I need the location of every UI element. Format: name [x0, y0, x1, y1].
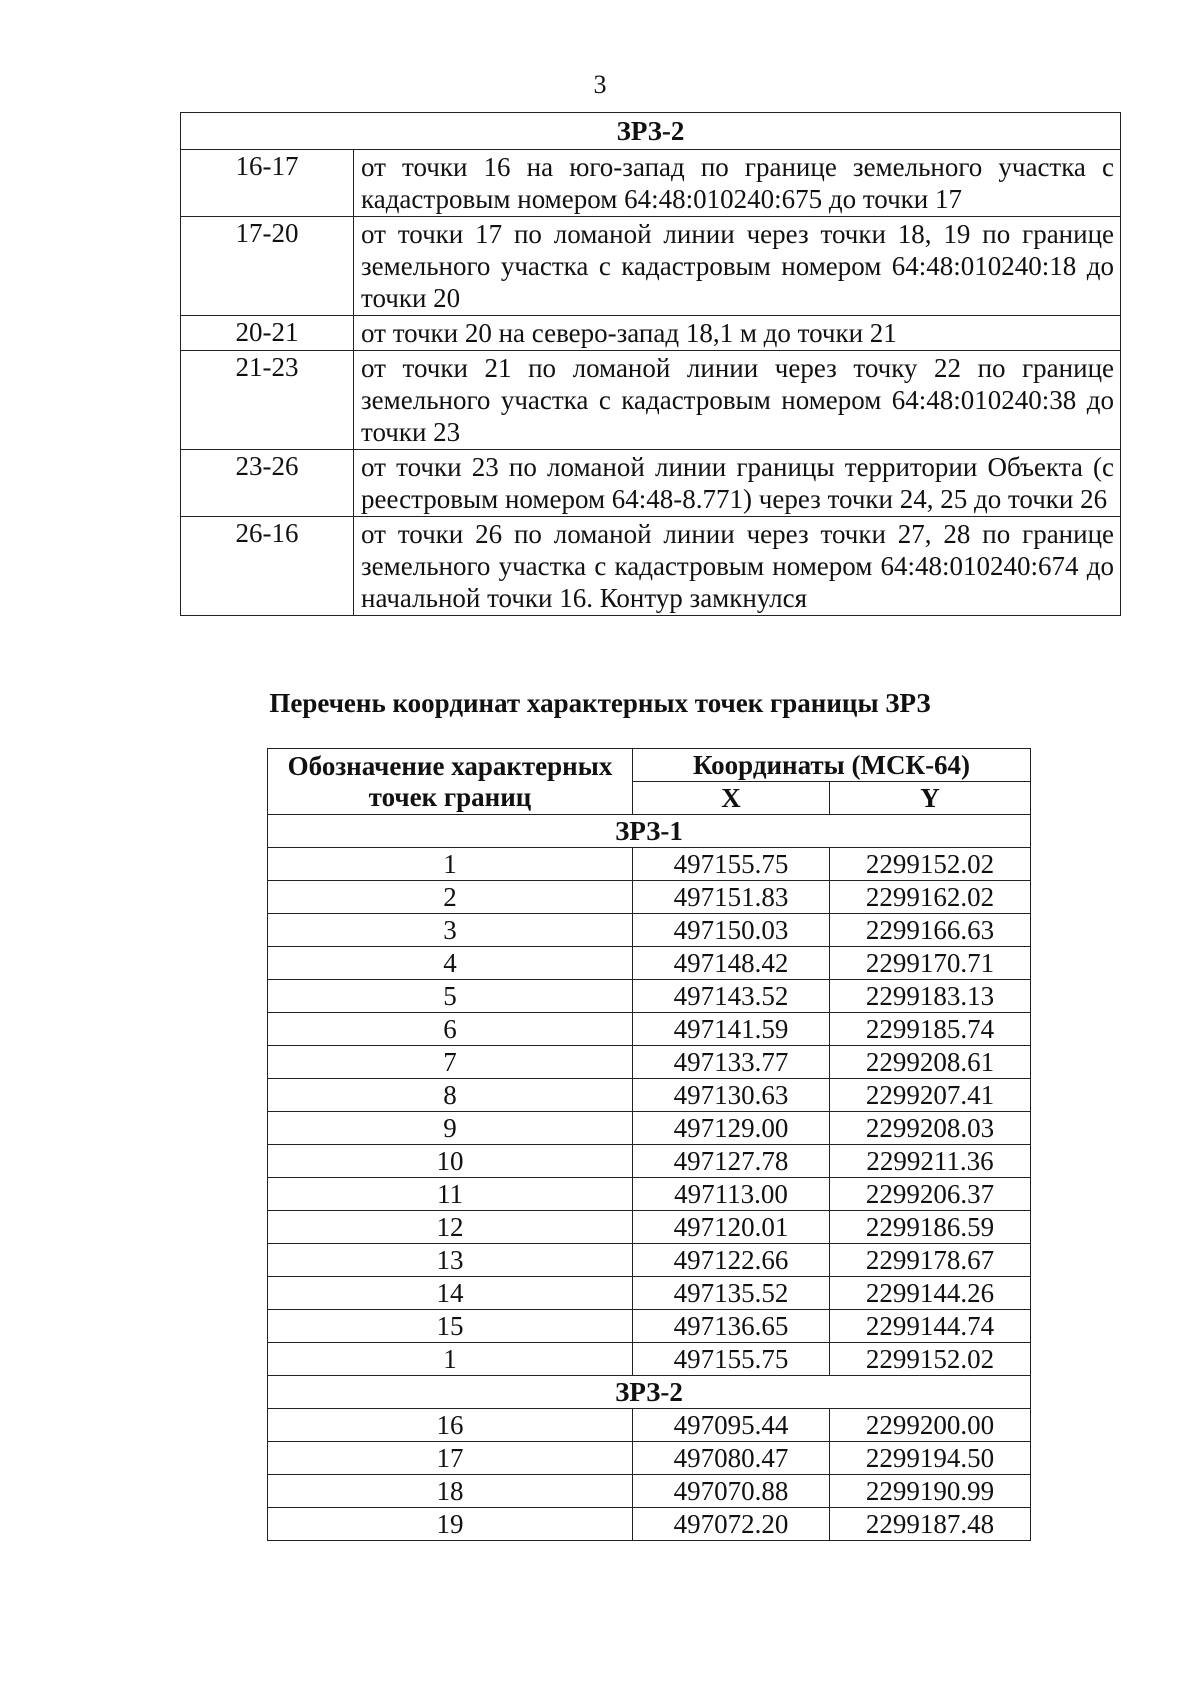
x-coordinate: 497141.59: [633, 1013, 830, 1046]
x-coordinate: 497095.44: [633, 1409, 830, 1442]
table-row: [268, 1178, 1031, 1211]
segment-label: 26-16: [181, 517, 354, 616]
point-number: 6: [268, 1013, 633, 1046]
zone-row: [268, 815, 1031, 848]
x-coordinate: 497148.42: [633, 947, 830, 980]
coordinates-table: [267, 748, 1031, 1541]
y-coordinate: 2299152.02: [830, 848, 1031, 881]
x-coordinate: 497080.47: [633, 1442, 830, 1475]
table-row: [268, 914, 1031, 947]
table-row: [268, 980, 1031, 1013]
y-coordinate: 2299208.03: [830, 1112, 1031, 1145]
segment-label: 23-26: [181, 450, 354, 517]
zone-label: ЗРЗ-2: [268, 1376, 1031, 1409]
y-coordinate: 2299152.02: [830, 1343, 1031, 1376]
point-number: 9: [268, 1112, 633, 1145]
table-row: [268, 1046, 1031, 1079]
point-number: 4: [268, 947, 633, 980]
y-coordinate: 2299144.74: [830, 1310, 1031, 1343]
x-coordinate: 497130.63: [633, 1079, 830, 1112]
x-coordinate: 497127.78: [633, 1145, 830, 1178]
y-coordinate: 2299194.50: [830, 1442, 1031, 1475]
segment-label: 21-23: [181, 351, 354, 450]
x-coordinate: 497120.01: [633, 1211, 830, 1244]
table-row: [268, 1211, 1031, 1244]
point-number: 1: [268, 848, 633, 881]
segment-description: от точки 21 по ломаной линии через точку 22 по границе земельного участка с кадастровым номером 64:48:010240:38 до точки 23: [354, 351, 1121, 450]
table-row: [268, 1475, 1031, 1508]
y-coordinate: 2299190.99: [830, 1475, 1031, 1508]
x-coordinate: 497155.75: [633, 848, 830, 881]
point-number: 1: [268, 1343, 633, 1376]
point-number: 7: [268, 1046, 633, 1079]
section-header-row: [181, 113, 1121, 150]
coordinates-group-header: Координаты (МСК-64): [633, 749, 1031, 782]
table-row: [181, 316, 1121, 351]
x-coordinate: 497150.03: [633, 914, 830, 947]
y-coordinate: 2299162.02: [830, 881, 1031, 914]
y-coordinate: 2299208.61: [830, 1046, 1031, 1079]
table-row: [268, 881, 1031, 914]
segment-description: от точки 16 на юго-запад по границе земельного участка с кадастровым номером 64:48:010240:675 до точки 17: [354, 150, 1121, 217]
point-number: 19: [268, 1508, 633, 1541]
point-number: 11: [268, 1178, 633, 1211]
point-number: 5: [268, 980, 633, 1013]
point-number: 13: [268, 1244, 633, 1277]
segment-description: от точки 26 по ломаной линии через точки 27, 28 по границе земельного участка с кадастровым номером 64:48:010240:674 до начальной точки 16. Контур замкнулся: [354, 517, 1121, 616]
point-number: 12: [268, 1211, 633, 1244]
x-coordinate: 497072.20: [633, 1508, 830, 1541]
x-coordinate: 497122.66: [633, 1244, 830, 1277]
zone-label: ЗРЗ-1: [268, 815, 1031, 848]
segment-description: от точки 23 по ломаной линии границы территории Объекта (с реестровым номером 64:48-8.771) через точки 24, 25 до точки 26: [354, 450, 1121, 517]
header-row: [268, 749, 1031, 782]
x-coordinate: 497113.00: [633, 1178, 830, 1211]
segment-description: от точки 17 по ломаной линии через точки 18, 19 по границе земельного участка с кадастровым номером 64:48:010240:18 до точки 20: [354, 217, 1121, 316]
x-coordinate: 497133.77: [633, 1046, 830, 1079]
y-coordinate: 2299170.71: [830, 947, 1031, 980]
segment-label: 17-20: [181, 217, 354, 316]
y-coordinate: 2299187.48: [830, 1508, 1031, 1541]
table-row: [268, 1079, 1031, 1112]
segment-description: от точки 20 на северо-запад 18,1 м до точки 21: [354, 316, 1121, 351]
table-row: [268, 1013, 1031, 1046]
table-row: [268, 947, 1031, 980]
table-row: [268, 1409, 1031, 1442]
y-coordinate: 2299186.59: [830, 1211, 1031, 1244]
point-number: 10: [268, 1145, 633, 1178]
section-label: ЗРЗ-2: [181, 113, 1121, 150]
point-number: 8: [268, 1079, 633, 1112]
page-number: 3: [593, 70, 607, 99]
y-coordinate: 2299211.36: [830, 1145, 1031, 1178]
x-coordinate: 497143.52: [633, 980, 830, 1013]
x-coordinate: 497151.83: [633, 881, 830, 914]
boundary-description-table: [180, 112, 1121, 616]
x-coordinate: 497135.52: [633, 1277, 830, 1310]
point-number: 16: [268, 1409, 633, 1442]
table-row: [268, 1112, 1031, 1145]
table-row: [268, 1508, 1031, 1541]
x-coordinate: 497136.65: [633, 1310, 830, 1343]
zone-row: [268, 1376, 1031, 1409]
y-coordinate: 2299206.37: [830, 1178, 1031, 1211]
point-name-header: Обозначение характерных точек границ: [268, 749, 633, 815]
point-number: 18: [268, 1475, 633, 1508]
table-row: [268, 1244, 1031, 1277]
point-number: 17: [268, 1442, 633, 1475]
point-number: 2: [268, 881, 633, 914]
coordinates-heading: Перечень координат характерных точек границы ЗРЗ: [269, 688, 931, 718]
table-row: [268, 1277, 1031, 1310]
table-row: [268, 848, 1031, 881]
table-row: [181, 450, 1121, 517]
y-coordinate: 2299144.26: [830, 1277, 1031, 1310]
y-coordinate: 2299178.67: [830, 1244, 1031, 1277]
coordinates-body: [268, 815, 1031, 1541]
x-coordinate: 497155.75: [633, 1343, 830, 1376]
x-coordinate: 497129.00: [633, 1112, 830, 1145]
table-row: [268, 1343, 1031, 1376]
table-row: [181, 517, 1121, 616]
y-coordinate: 2299185.74: [830, 1013, 1031, 1046]
table-row: [181, 217, 1121, 316]
table-row: [268, 1442, 1031, 1475]
table-row: [181, 150, 1121, 217]
segment-label: 20-21: [181, 316, 354, 351]
table-row: [268, 1310, 1031, 1343]
point-number: 14: [268, 1277, 633, 1310]
y-coordinate: 2299207.41: [830, 1079, 1031, 1112]
table-row: [181, 351, 1121, 450]
table-row: [268, 1145, 1031, 1178]
x-coordinate: 497070.88: [633, 1475, 830, 1508]
y-coordinate: 2299166.63: [830, 914, 1031, 947]
y-coordinate: 2299200.00: [830, 1409, 1031, 1442]
y-header: Y: [830, 782, 1031, 815]
point-number: 15: [268, 1310, 633, 1343]
y-coordinate: 2299183.13: [830, 980, 1031, 1013]
segment-label: 16-17: [181, 150, 354, 217]
point-number: 3: [268, 914, 633, 947]
x-header: X: [633, 782, 830, 815]
